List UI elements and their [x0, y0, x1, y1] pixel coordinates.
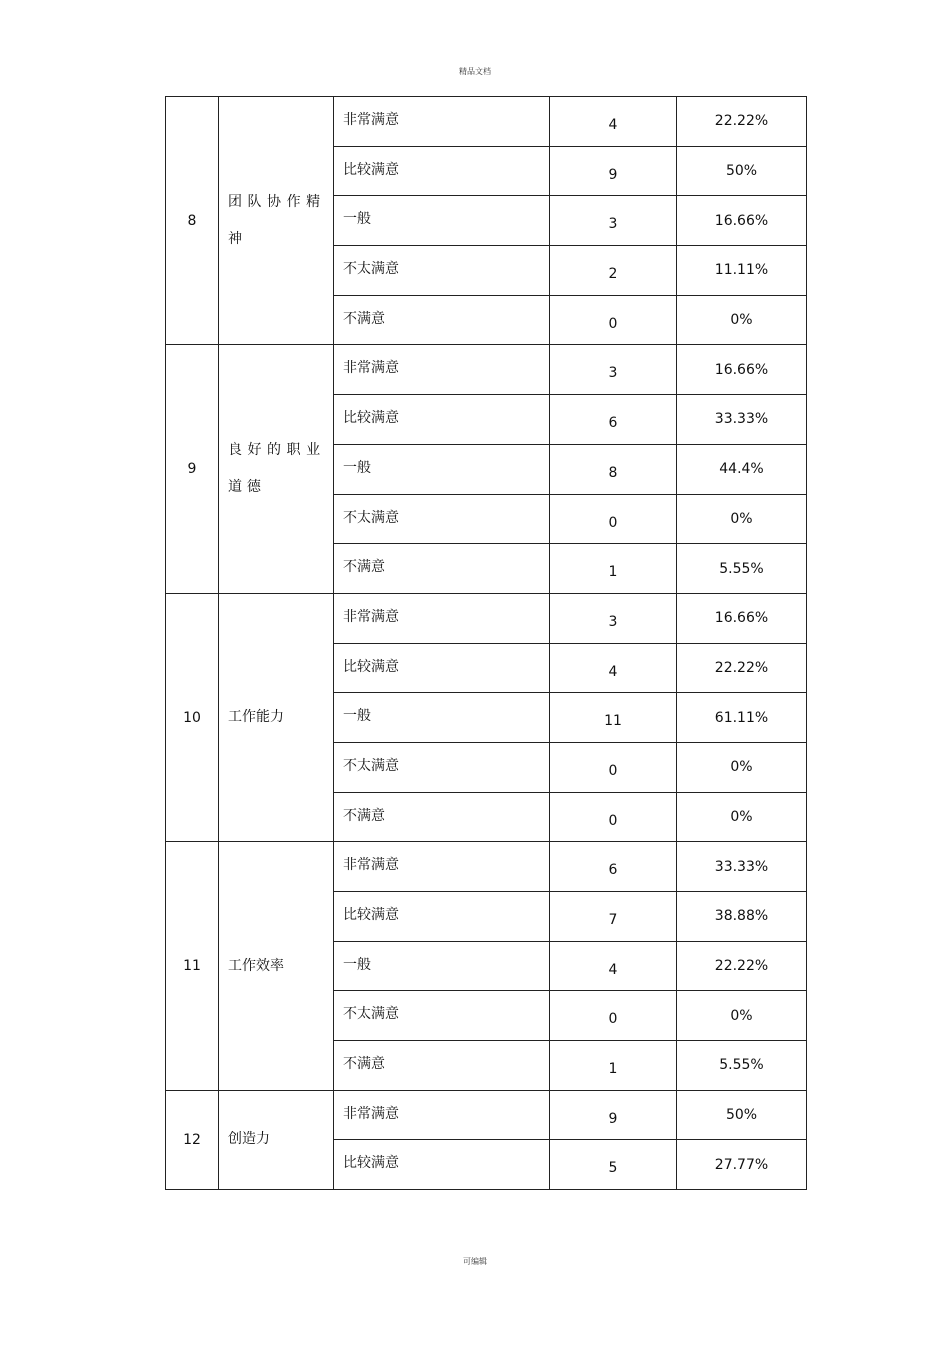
count-cell: 11 — [550, 693, 677, 743]
percentage-cell: 38.88% — [677, 892, 807, 942]
percentage-cell: 50% — [677, 146, 807, 196]
satisfaction-level-cell: 不太满意 — [334, 991, 550, 1041]
item-index-cell: 11 — [166, 842, 219, 1090]
count-cell: 0 — [550, 295, 677, 345]
item-name-cell — [219, 593, 334, 841]
percentage-cell: 33.33% — [677, 842, 807, 892]
satisfaction-level-cell: 不满意 — [334, 295, 550, 345]
satisfaction-level-cell: 一般 — [334, 196, 550, 246]
item-name: 创造力 — [228, 1131, 270, 1148]
table-row — [166, 842, 807, 892]
item-name-cell — [219, 97, 334, 345]
item-index-cell: 12 — [166, 1090, 219, 1189]
table-body — [166, 97, 807, 1190]
percentage-cell: 22.22% — [677, 97, 807, 147]
count-cell: 0 — [550, 991, 677, 1041]
percentage-cell: 0% — [677, 792, 807, 842]
count-cell: 6 — [550, 842, 677, 892]
satisfaction-level-cell: 非常满意 — [334, 345, 550, 395]
satisfaction-level-cell: 不满意 — [334, 544, 550, 594]
satisfaction-level-cell: 非常满意 — [334, 97, 550, 147]
item-index-cell: 9 — [166, 345, 219, 593]
satisfaction-level-cell: 比较满意 — [334, 1140, 550, 1190]
percentage-cell: 50% — [677, 1090, 807, 1140]
percentage-cell: 22.22% — [677, 941, 807, 991]
percentage-cell: 5.55% — [677, 1041, 807, 1091]
page-header: 精品文档 — [459, 67, 491, 76]
count-cell: 4 — [550, 941, 677, 991]
percentage-cell: 0% — [677, 742, 807, 792]
page-footer: 可编辑 — [463, 1257, 487, 1266]
satisfaction-level-cell: 非常满意 — [334, 842, 550, 892]
count-cell: 0 — [550, 494, 677, 544]
count-cell: 2 — [550, 246, 677, 296]
percentage-cell: 16.66% — [677, 345, 807, 395]
table-row — [166, 593, 807, 643]
count-cell: 4 — [550, 97, 677, 147]
satisfaction-level-cell: 不太满意 — [334, 494, 550, 544]
satisfaction-level-cell: 比较满意 — [334, 643, 550, 693]
count-cell: 3 — [550, 345, 677, 395]
item-index-cell: 8 — [166, 97, 219, 345]
count-cell: 0 — [550, 792, 677, 842]
count-cell: 6 — [550, 395, 677, 445]
satisfaction-level-cell: 不满意 — [334, 792, 550, 842]
table-row — [166, 97, 807, 147]
satisfaction-level-cell: 比较满意 — [334, 892, 550, 942]
count-cell: 3 — [550, 593, 677, 643]
count-cell: 9 — [550, 146, 677, 196]
item-index-cell: 10 — [166, 593, 219, 841]
percentage-cell: 44.4% — [677, 444, 807, 494]
percentage-cell: 5.55% — [677, 544, 807, 594]
table-row — [166, 1090, 807, 1140]
satisfaction-level-cell: 非常满意 — [334, 593, 550, 643]
satisfaction-level-cell: 不太满意 — [334, 742, 550, 792]
satisfaction-level-cell: 不太满意 — [334, 246, 550, 296]
percentage-cell: 27.77% — [677, 1140, 807, 1190]
item-name: 良好的职业道德 — [228, 442, 325, 496]
count-cell: 1 — [550, 1041, 677, 1091]
percentage-cell: 0% — [677, 494, 807, 544]
count-cell: 5 — [550, 1140, 677, 1190]
satisfaction-level-cell: 不满意 — [334, 1041, 550, 1091]
percentage-cell: 61.11% — [677, 693, 807, 743]
percentage-cell: 33.33% — [677, 395, 807, 445]
percentage-cell: 0% — [677, 991, 807, 1041]
item-name-cell — [219, 1090, 334, 1189]
satisfaction-level-cell: 比较满意 — [334, 395, 550, 445]
satisfaction-level-cell: 非常满意 — [334, 1090, 550, 1140]
table-row — [166, 345, 807, 395]
satisfaction-level-cell: 一般 — [334, 693, 550, 743]
percentage-cell: 16.66% — [677, 196, 807, 246]
percentage-cell: 0% — [677, 295, 807, 345]
satisfaction-table — [165, 96, 807, 1190]
item-name-cell — [219, 842, 334, 1090]
count-cell: 1 — [550, 544, 677, 594]
item-name: 工作能力 — [228, 709, 284, 726]
count-cell: 8 — [550, 444, 677, 494]
item-name-cell — [219, 345, 334, 593]
satisfaction-level-cell: 一般 — [334, 941, 550, 991]
satisfaction-level-cell: 比较满意 — [334, 146, 550, 196]
percentage-cell: 16.66% — [677, 593, 807, 643]
count-cell: 7 — [550, 892, 677, 942]
percentage-cell: 22.22% — [677, 643, 807, 693]
count-cell: 4 — [550, 643, 677, 693]
count-cell: 9 — [550, 1090, 677, 1140]
satisfaction-level-cell: 一般 — [334, 444, 550, 494]
count-cell: 0 — [550, 742, 677, 792]
item-name: 工作效率 — [228, 957, 284, 974]
count-cell: 3 — [550, 196, 677, 246]
percentage-cell: 11.11% — [677, 246, 807, 296]
item-name: 团队协作精神 — [228, 193, 325, 247]
